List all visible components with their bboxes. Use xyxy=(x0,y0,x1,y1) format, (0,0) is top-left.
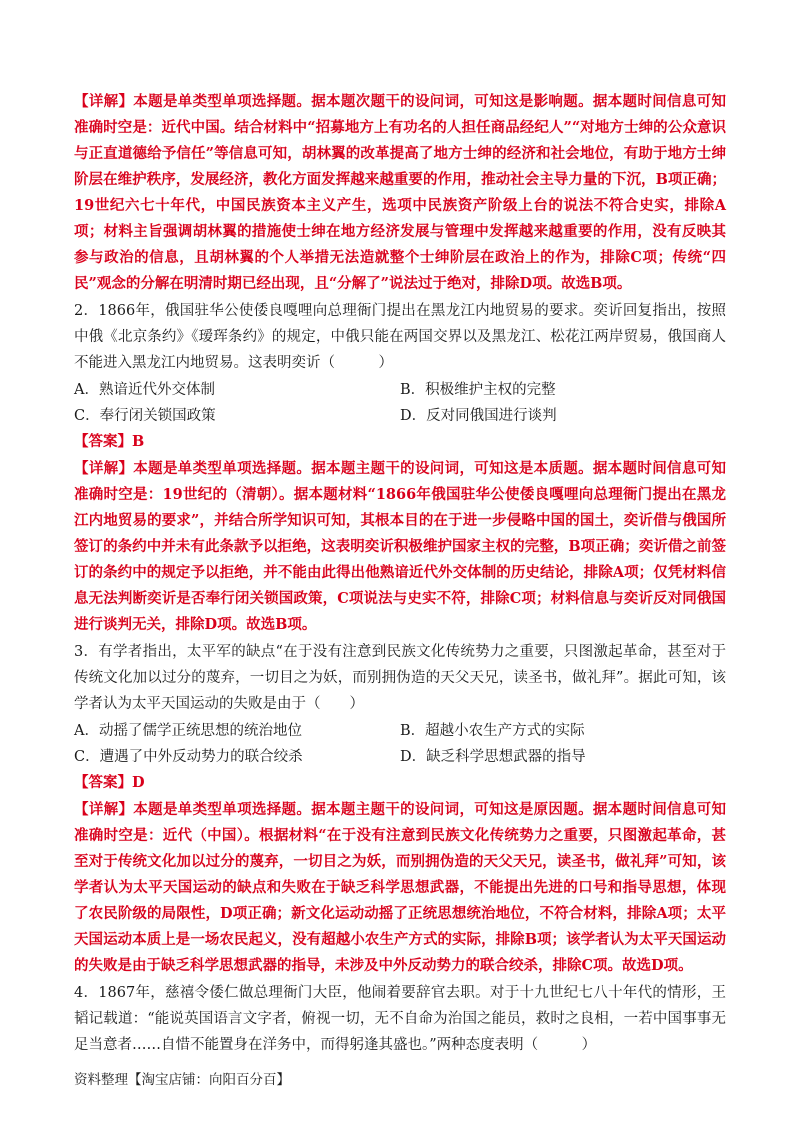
explanation-q2: 【详解】本题是单类型单项选择题。据本题主题干的设问词，可知这是本质题。据本题时间信息可知准确时空是：19世纪的（清朝）。据本题材料“1866年俄国驻华公使倭良嘎哩向总理衙门提出在黑龙江内地贸易的要求”，并结合所学知识可知，其根本目的在于进一步侵略中国的国土，奕䜣借与俄国所签订的条约中并未有此条款予以拒绝，这表明奕䜣积极维护国家主权的完整，B项正确；奕䜣借之前签订的条约中的规定予以拒绝，并不能由此得出他熟谙近代外交体制的历史结论，排除A项；仅凭材料信息无法判断奕䜣是否奉行闭关锁国政策，C项说法与史实不符，排除C项；材料信息与奕䜣反对同俄国进行谈判无关，排除D项。故选B项。 xyxy=(74,460,726,633)
option-c: C．奉行闭关锁国政策 xyxy=(74,408,216,424)
explanation-q1: 【详解】本题是单类型单项选择题。据本题次题干的设问词，可知这是影响题。据本题时间信息可知准确时空是：近代中国。结合材料中“招募地方上有功名的人担任商品经纪人”“对地方士绅的公众意识与正直道德给予信任”等信息可知，胡林翼的改革提高了地方士绅的经济和社会地位，有助于地方士绅阶层在维护秩序，发展经济，教化方面发挥越来越重要的作用，推动社会主导力量的下沉，B项正确；19世纪六七十年代，中国民族资本主义产生，选项中民族资产阶级上台的说法不符合史实，排除A项；材料主旨强调胡林翼的措施使士绅在地方经济发展与管理中发挥越来越重要的作用，没有反映其参与政治的信息，且胡林翼的个人举措无法造就整个士绅阶层在政治上的作为，排除C项；传统“四民”观念的分解在明清时期已经出现，且“分解了”说法过于绝对，排除D项。故选B项。 xyxy=(74,93,726,292)
question-3: 3．有学者指出，太平军的缺点“在于没有注意到民族文化传统势力之重要，只图激起革命，甚至对于传统文化加以过分的蔑弃，一切目之为妖，而别拥伪造的天父天兄，读圣书，做礼拜”。据此可知，该学者认为太平天国运动的失败是由于（ ） xyxy=(74,644,726,712)
question-4: 4．1867年，慈禧令倭仁做总理衙门大臣，他闹着要辞官去职。对于十九世纪七八十年代的情形，王韬记载道：“能说英国语言文字者，俯视一切，无不自命为治国之能员，救时之良相，一若中国事事无足当意者……自惜不能置身在洋务中，而得躬逢其盛也。”两种态度表明（ ） xyxy=(74,985,726,1053)
answer-q3: 【答案】D xyxy=(74,774,145,791)
option-d: D．反对同俄国进行谈判 xyxy=(400,408,557,424)
option-a: A．动摇了儒学正统思想的统治地位 xyxy=(74,723,302,739)
explanation-q3: 【详解】本题是单类型单项选择题。据本题主题干的设问词，可知这是原因题。据本题时间信息可知准确时空是：近代（中国）。根据材料“在于没有注意到民族文化传统势力之重要，只图激起革命，甚至对于传统文化加以过分的蔑弃，一切目之为妖，而别拥伪造的天父天兄，读圣书，做礼拜”可知，该学者认为太平天国运动的缺点和失败在于缺乏科学思想武器，不能提出先进的口号和指导思想，体现了农民阶级的局限性，D项正确；新文化运动动摇了正统思想统治地位，不符合材料，排除A项；太平天国运动本质上是一场农民起义，没有超越小农生产方式的实际，排除B项；该学者认为太平天国运动的失败是由于缺乏科学思想武器的指导，未涉及中外反动势力的联合绞杀，排除C项。故选D项。 xyxy=(74,801,726,974)
option-b: B．超越小农生产方式的实际 xyxy=(400,723,585,739)
question-3-options xyxy=(74,718,726,770)
page-footer: 资料整理【淘宝店铺：向阳百分百】 xyxy=(74,1072,290,1088)
option-b: B．积极维护主权的完整 xyxy=(400,382,556,398)
option-c: C．遭遇了中外反动势力的联合绞杀 xyxy=(74,749,303,765)
question-2: 2．1866年，俄国驻华公使倭良嘎哩向总理衙门提出在黑龙江内地贸易的要求。奕䜣回复指出，按照中俄《北京条约》《瑷珲条约》的规定，中俄只能在两国交界以及黑龙江、松花江两岸贸易，俄国商人不能进入黑龙江内地贸易。这表明奕䜣（ ） xyxy=(74,303,726,371)
option-a: A．熟谙近代外交体制 xyxy=(74,382,215,398)
question-2-options xyxy=(74,377,726,429)
answer-q2: 【答案】B xyxy=(74,433,145,450)
document-content xyxy=(74,89,726,1059)
option-d: D．缺乏科学思想武器的指导 xyxy=(400,749,586,765)
